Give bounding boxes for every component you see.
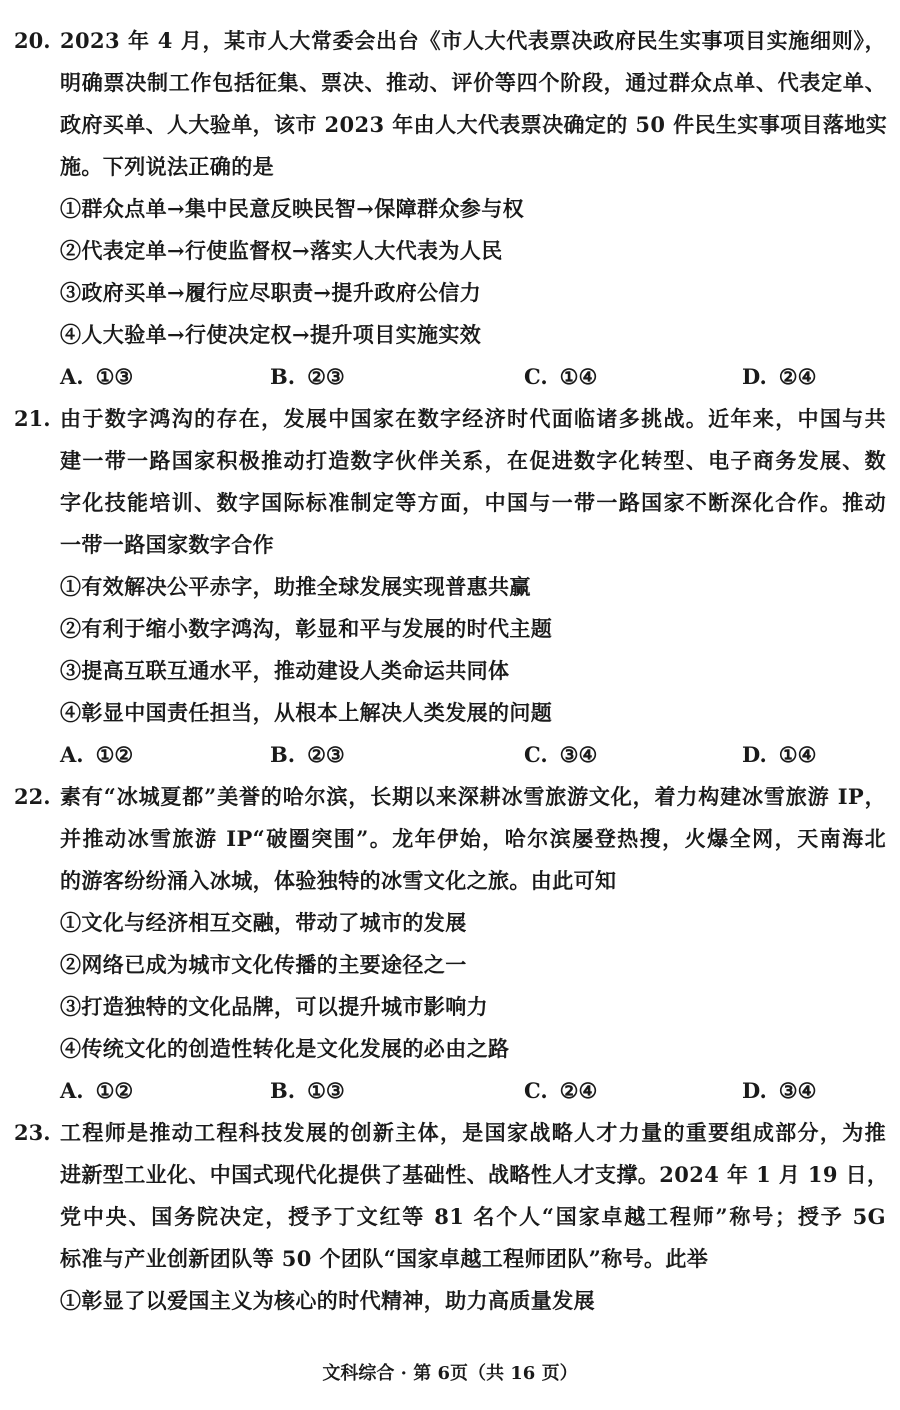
- stem-line: 工程师是推动工程科技发展的创新主体，是国家战略人才力量的重要组成部分，为推: [60, 1120, 886, 1145]
- question-23: [14, 1112, 889, 1322]
- statement-item: ③打造独特的文化品牌，可以提升城市影响力: [60, 994, 488, 1019]
- option-letter: D.: [742, 1078, 767, 1103]
- answer-options: [60, 1070, 886, 1112]
- option-c: [524, 1070, 597, 1112]
- option-value: ②④: [778, 364, 817, 389]
- option-letter: A.: [60, 742, 84, 767]
- statement-item: ④人大验单→行使决定权→提升项目实施实效: [60, 322, 482, 347]
- stem-line: 进新型工业化、中国式现代化提供了基础性、战略性人才支撑。2024 年 1 月 19 日，: [60, 1162, 889, 1187]
- stem-line: 党中央、国务院决定，授予丁文红等 81 名个人“国家卓越工程师”称号；授予 5G: [60, 1204, 886, 1229]
- option-letter: D.: [742, 364, 767, 389]
- question-number: 21.: [14, 406, 51, 431]
- option-b: [270, 1070, 345, 1112]
- statement-item: ②网络已成为城市文化传播的主要途径之一: [60, 952, 467, 977]
- option-letter: A.: [60, 1078, 84, 1103]
- option-d: [742, 356, 816, 398]
- statement-item: ①彰显了以爱国主义为核心的时代精神，助力高质量发展: [60, 1288, 595, 1313]
- option-value: ①④: [559, 364, 598, 389]
- option-value: ①②: [95, 1078, 134, 1103]
- option-c: [524, 356, 597, 398]
- question-number: 20.: [14, 28, 51, 53]
- statement-item: ③政府买单→履行应尽职责→提升政府公信力: [60, 280, 482, 305]
- question-21: [14, 398, 886, 776]
- option-letter: C.: [524, 742, 548, 767]
- option-b: [270, 734, 345, 776]
- option-value: ②③: [307, 364, 345, 389]
- stem-line: 标准与产业创新团队等 50 个团队“国家卓越工程师团队”称号。此举: [60, 1246, 709, 1271]
- answer-options: [60, 734, 886, 776]
- stem-line: 素有“冰城夏都”美誉的哈尔滨，长期以来深耕冰雪旅游文化，着力构建冰雪旅游 IP，: [60, 784, 886, 809]
- option-a: [60, 734, 133, 776]
- question-20: [14, 20, 886, 398]
- question-number: 22.: [14, 784, 51, 809]
- page-footer: 文科综合 · 第 6页（共 16 页）: [322, 1363, 578, 1384]
- option-letter: D.: [742, 742, 767, 767]
- option-d: [742, 734, 816, 776]
- question-22: [14, 776, 886, 1112]
- question-number: 23.: [14, 1120, 51, 1145]
- option-letter: A.: [60, 364, 84, 389]
- statement-item: ④彰显中国责任担当，从根本上解决人类发展的问题: [60, 700, 553, 725]
- statement-item: ①有效解决公平赤字，助推全球发展实现普惠共赢: [60, 574, 531, 599]
- statement-item: ②代表定单→行使监督权→落实人大代表为人民: [60, 238, 503, 263]
- option-value: ①③: [307, 1078, 345, 1103]
- option-c: [524, 734, 597, 776]
- option-value: ③④: [559, 742, 598, 767]
- stem-line: 施。下列说法正确的是: [60, 154, 274, 179]
- option-value: ③④: [778, 1078, 817, 1103]
- option-letter: C.: [524, 1078, 548, 1103]
- option-letter: B.: [270, 742, 296, 767]
- stem-line: 一带一路国家数字合作: [60, 532, 274, 557]
- option-value: ②④: [559, 1078, 598, 1103]
- option-value: ②③: [307, 742, 345, 767]
- option-d: [742, 1070, 816, 1112]
- statement-item: ③提高互联互通水平，推动建设人类命运共同体: [60, 658, 510, 683]
- statement-item: ④传统文化的创造性转化是文化发展的必由之路: [60, 1036, 510, 1061]
- statement-item: ①文化与经济相互交融，带动了城市的发展: [60, 910, 467, 935]
- stem-line: 的游客纷纷涌入冰城，体验独特的冰雪文化之旅。由此可知: [60, 868, 617, 893]
- stem-line: 政府买单、人大验单，该市 2023 年由人大代表票决确定的 50 件民生实事项目落地实: [60, 112, 888, 137]
- answer-options: [60, 356, 886, 398]
- option-value: ①③: [95, 364, 134, 389]
- option-value: ①④: [778, 742, 817, 767]
- option-letter: C.: [524, 364, 548, 389]
- option-b: [270, 356, 345, 398]
- option-a: [60, 1070, 133, 1112]
- stem-line: 并推动冰雪旅游 IP“破圈突围”。龙年伊始，哈尔滨屡登热搜，火爆全网，天南海北: [60, 826, 886, 851]
- statement-item: ①群众点单→集中民意反映民智→保障群众参与权: [60, 196, 524, 221]
- stem-line: 字化技能培训、数字国际标准制定等方面，中国与一带一路国家不断深化合作。推动: [60, 490, 886, 515]
- stem-line: 明确票决制工作包括征集、票决、推动、评价等四个阶段，通过群众点单、代表定单、: [60, 70, 886, 95]
- option-letter: B.: [270, 1078, 296, 1103]
- stem-line: 由于数字鸿沟的存在，发展中国家在数字经济时代面临诸多挑战。近年来，中国与共: [60, 406, 886, 431]
- statement-item: ②有利于缩小数字鸿沟，彰显和平与发展的时代主题: [60, 616, 553, 641]
- option-letter: B.: [270, 364, 296, 389]
- option-a: [60, 356, 133, 398]
- stem-line: 建一带一路国家积极推动打造数字伙伴关系，在促进数字化转型、电子商务发展、数: [60, 448, 886, 473]
- option-value: ①②: [95, 742, 134, 767]
- stem-line: 2023 年 4 月，某市人大常委会出台《市人大代表票决政府民生实事项目实施细则》，: [60, 28, 886, 53]
